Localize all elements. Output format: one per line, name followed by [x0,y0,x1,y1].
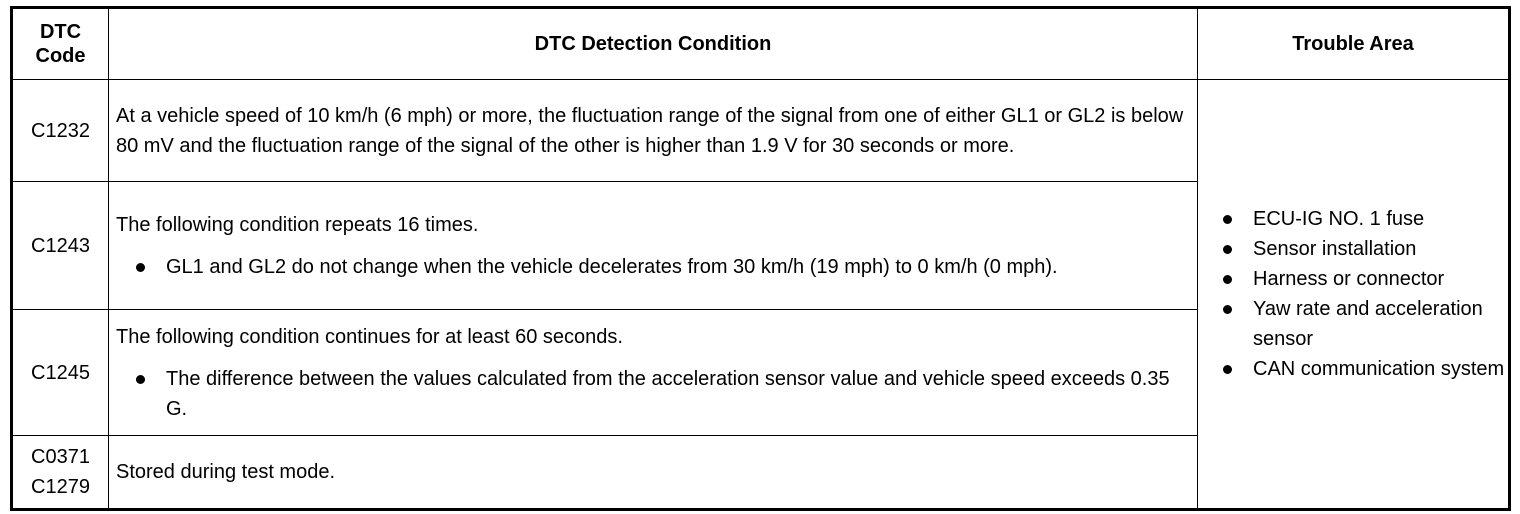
trouble-area-item: CAN communication system [1208,354,1508,384]
detection-condition [109,182,1198,310]
header-code-line2: Code [35,45,86,67]
trouble-area-cell [1198,80,1510,510]
trouble-area-item: ECU-IG NO. 1 fuse [1208,204,1508,234]
dtc-code: C1243 [12,182,109,310]
condition-text: Stored during test mode. [116,461,336,483]
trouble-area-item: Yaw rate and acceleration sensor [1208,294,1508,354]
header-code-line1: DTC [39,21,82,43]
table-row [12,80,1510,182]
detection-condition [109,436,1198,510]
condition-text: At a vehicle speed of 10 km/h (6 mph) or more, the fluctuation range of the signal from one of either GL1 or GL2 is below 80 mV and the fluctuation range of the signal of the other is higher than 1.9 V for 30 seconds or more. [116,104,1184,157]
condition-bullet: GL1 and GL2 do not change when the vehicle decelerates from 30 km/h (19 mph) to 0 km/h (0 mph). [116,252,1193,282]
header-trouble-area: Trouble Area [1198,8,1510,80]
dtc-code-line1: C0371 [31,446,90,468]
dtc-code: C1232 [12,80,109,182]
trouble-area-item: Sensor installation [1208,234,1508,264]
detection-condition [109,80,1198,182]
condition-bullet: The difference between the values calculated from the acceleration sensor value and vehicle speed exceeds 0.35 G. [116,364,1193,424]
dtc-code-line2: C1279 [31,476,90,498]
dtc-table [10,6,1511,511]
dtc-code: C1245 [12,310,109,436]
header-detection-condition: DTC Detection Condition [109,8,1198,80]
condition-lead: The following condition repeats 16 times. [116,213,479,236]
condition-bullets [116,252,1193,282]
detection-condition [109,310,1198,436]
header-dtc-code [12,8,109,80]
trouble-area-item: Harness or connector [1208,264,1508,294]
dtc-code [12,436,109,510]
condition-bullets [116,364,1193,424]
trouble-area-list [1208,204,1508,384]
header-row [12,8,1510,80]
condition-lead: The following condition continues for at least 60 seconds. [116,325,623,348]
